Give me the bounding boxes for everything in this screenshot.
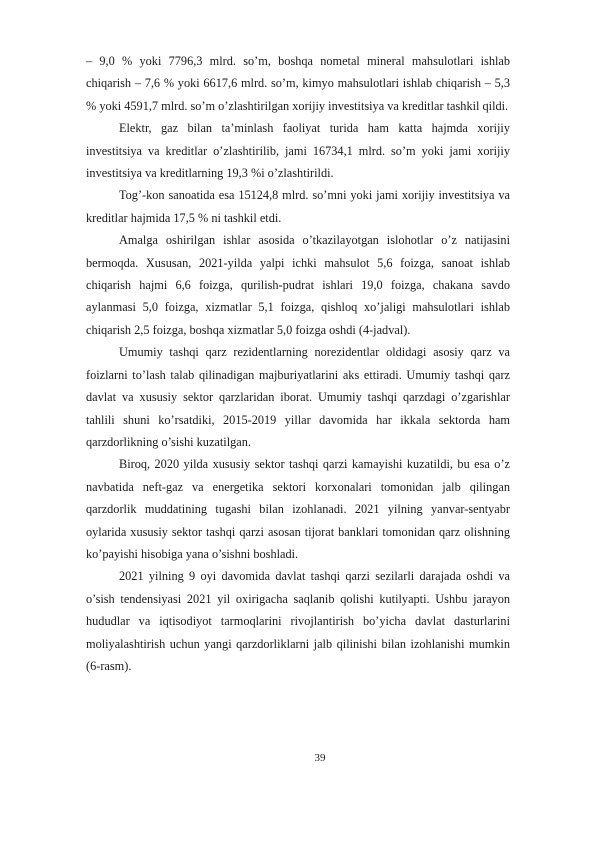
page-number: 39: [314, 752, 326, 764]
paragraph-1: – 9,0 % yoki 7796,3 mlrd. so’m, boshqa nometal mineral mahsulotlari ishlab chiqarish – 7,6 % yoki 6617,6 mlrd. so’m, kimyo mahsulotlari ishlab chiqarish – 5,3 % yoki 4591,7 mlrd. so’m o’zlashtirilgan xorijiy investitsiya va kreditlar tashkil qildi.: [86, 54, 510, 113]
body-text: [86, 50, 510, 677]
paragraph-6: Biroq, 2020 yilda xususiy sektor tashqi qarzi kamayishi kuzatildi, bu esa o’z navbatida neft-gaz va energetika sektori korxonalari tomonidan jalb qilingan qarzdorlik muddatining tugashi bilan izohlanadi. 2021 yilning yanvar-sentyabr oylarida xususiy sektor tashqi qarzi asosan tijorat banklari tomonidan qarz olishning ko’payishi hisobiga yana o’sishni boshladi.: [86, 457, 510, 561]
paragraph-2: Elektr, gaz bilan ta’minlash faoliyat turida ham katta hajmda xorijiy investitsiya va kreditlar o’zlashtirilib, jami 16734,1 mlrd. so’m yoki jami xorijiy investitsiya va kreditlarning 19,3 %i o’zlashtirildi.: [86, 121, 510, 181]
paragraph-4: Amalga oshirilgan ishlar asosida o’tkazilayotgan islohotlar o’z natijasini bermoqda. Xususan, 2021-yilda yalpi ichki mahsulot 5,6 foizga, sanoat ishlab chiqarish hajmi 6,6 foizga, qurilish-pudrat ishlari 19,0 foizga, chakana savdo aylanmasi 5,0 foizga, xizmatlar 5,1 foizga, qishloq xo’jaligi mahsulotlari ishlab chiqarish 2,5 foizga, boshqa xizmatlar 5,0 foizga oshdi (4-jadval).: [86, 233, 510, 337]
paragraph-3: Tog’-kon sanoatida esa 15124,8 mlrd. so’mni yoki jami xorijiy investitsiya va kreditlar hajmida 17,5 % ni tashkil etdi.: [86, 188, 510, 225]
paragraph-7: 2021 yilning 9 oyi davomida davlat tashqi qarzi sezilarli darajada oshdi va o’sish tendensiyasi 2021 yil oxirigacha saqlanib qolishi kutilyapti. Ushbu jarayon hududlar va iqtisodiyot tarmoqlarini rivojlantirish bo’yicha davlat dasturlarini moliyalashtirish uchun yangi qarzdorliklarni jalb qilinishi bilan izohlanishi mumkin (6-rasm).: [86, 569, 510, 673]
paragraph-5: Umumiy tashqi qarz rezidentlarning norezidentlar oldidagi asosiy qarz va foizlarni to’lash talab qilinadigan majburiyatlarini aks ettiradi. Umumiy tashqi qarz davlat va xususiy sektor qarzlaridan iborat. Umumiy tashqi qarzdagi o’zgarishlar tahlili shuni ko’rsatdiki, 2015-2019 yillar davomida har ikkala sektorda ham qarzdorlikning o’sishi kuzatilgan.: [86, 345, 510, 449]
